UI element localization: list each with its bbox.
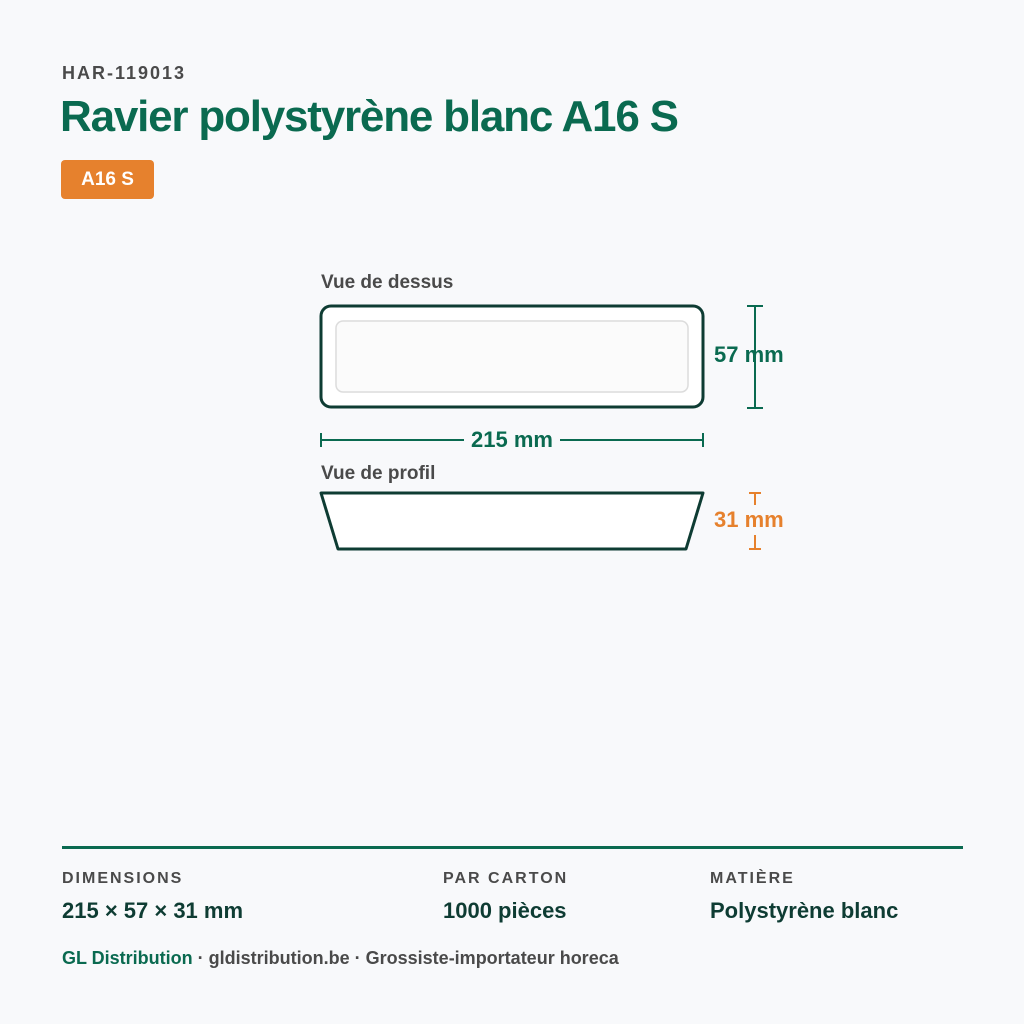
spec-carton — [443, 870, 568, 924]
top-view-label: Vue de dessus — [321, 272, 454, 293]
model-badge: A16 S — [61, 160, 154, 199]
footer — [62, 948, 619, 969]
spec-material-label: MATIÈRE — [710, 870, 795, 887]
profile-view-outline — [321, 493, 703, 549]
spec-dimensions — [62, 870, 243, 924]
footer-info: · gldistribution.be · Grossiste-importateur horeca — [192, 948, 619, 968]
width-label: 215 mm — [471, 427, 553, 452]
top-view-inner-rim — [336, 321, 688, 392]
spec-dimensions-label: DIMENSIONS — [62, 870, 184, 887]
profile-view-label: Vue de profil — [321, 463, 436, 484]
height-label: 31 mm — [714, 507, 784, 532]
depth-label: 57 mm — [714, 342, 784, 367]
spec-carton-label: PAR CARTON — [443, 870, 569, 887]
spec-material-value: Polystyrène blanc — [710, 898, 899, 923]
spec-carton-value: 1000 pièces — [443, 898, 567, 923]
product-sku: HAR-119013 — [62, 63, 187, 83]
spec-material — [710, 870, 898, 924]
page-title: Ravier polystyrène blanc A16 S — [60, 92, 678, 141]
divider — [62, 846, 963, 849]
spec-dimensions-value: 215 × 57 × 31 mm — [62, 898, 244, 923]
footer-brand: GL Distribution — [62, 948, 193, 968]
